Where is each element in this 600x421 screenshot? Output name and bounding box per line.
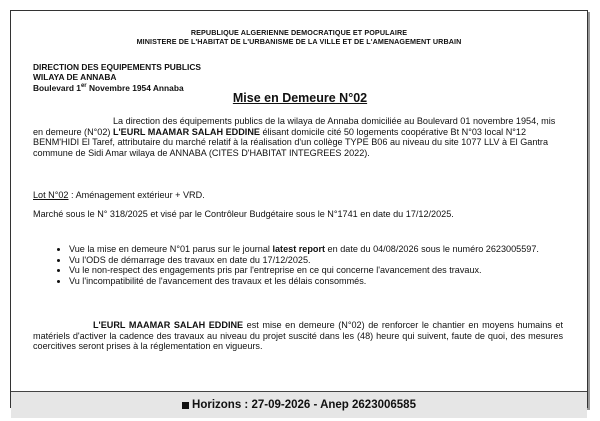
issuer-line-1: DIRECTION DES EQUIPEMENTS PUBLICS	[33, 62, 201, 72]
list-item: • Vue la mise en demeure N°01 parus sur le journal latest report en date du 04/08/2026 sous le numéro 2623005597.	[69, 244, 553, 255]
republic-header	[11, 28, 587, 46]
issuer-block	[33, 63, 201, 94]
company-name: L'EURL MAAMAR SALAH EDDINE	[93, 320, 244, 330]
square-bullet-icon	[182, 402, 189, 409]
list-item: • Vu l'incompatibilité de l'avancement des travaux et les délais consommés.	[69, 276, 553, 287]
header-line-2: MINISTERE DE L'HABITAT DE L'URBANISME DE LA VILLE ET DE L'AMENAGEMENT URBAIN	[136, 37, 462, 46]
list-item: • Vu l'ODS de démarrage des travaux en date du 17/12/2025.	[69, 255, 553, 266]
list-item: • Vu le non-respect des engagements pris par l'entreprise en ce qui concerne l'avancement des travaux.	[69, 265, 553, 276]
issuer-line-2: WILAYA DE ANNABA	[33, 71, 117, 82]
lot-line: Lot N°02 : Aménagement extérieur + VRD.	[33, 190, 205, 200]
notice-frame	[10, 10, 588, 411]
page-title: Mise en Demeure N°02	[232, 91, 368, 105]
paragraph-intro: La direction des équipements publics de la wilaya de Annaba domiciliée au Boulevard 01 novembre 1954, mis en demeure (N°02) L'EURL MAAMAR SALAH EDDINE élisant domicile cité 50 logements coopérative Bt N°03 local N°12 BENM'HIDI El Taref, attributaire du marché relatif à la réalisation d'un collège TYPE B06 au niveau du site 1077 LLV à El Gantra commune de Sidi Amar wilaya de ANNABA (CITES D'HABITAT INTEGREES 2022).	[33, 116, 556, 158]
paragraph-conclusion: L'EURL MAAMAR SALAH EDDINE est mise en demeure (N°02) de renforcer le chantier en moyens humains et matériels d'activer la cadence des travaux au niveau du projet suscité dans les (48) heure qui suivent, faute de quoi, des mesures coercitives seront prises à la réglementation en vigueurs.	[33, 320, 563, 352]
publication-footer: Horizons : 27-09-2026 - Anep 2623006585	[11, 391, 587, 418]
marche-line: Marché sous le N° 318/2025 et visé par le Contrôleur Budgétaire sous le N°1741 en date du 17/12/2025.	[33, 209, 454, 219]
header-line-1: REPUBLIQUE ALGERIENNE DEMOCRATIQUE ET POPULAIRE	[190, 28, 408, 37]
bullet-list	[53, 244, 553, 286]
company-name: L'EURL MAAMAR SALAH EDDINE	[112, 126, 260, 137]
issuer-line-3: Boulevard 1er Novembre 1954 Annaba	[33, 82, 184, 93]
lot-label: Lot N°02	[33, 190, 69, 200]
